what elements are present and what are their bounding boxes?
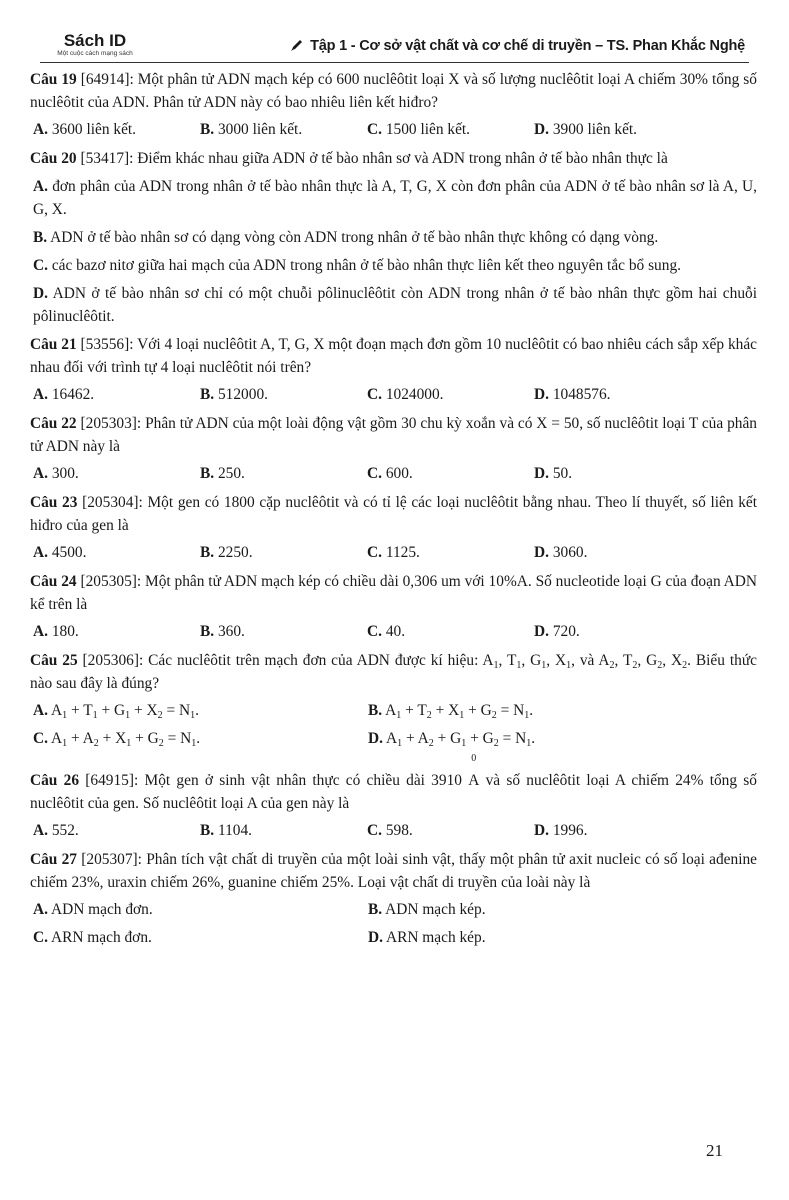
- formula-text: A: [382, 702, 397, 719]
- option-a[interactable]: A. đơn phân của ADN trong nhân ở tế bào nhân thực là A, T, G, X còn đơn phân của ADN ở tế bào nhân sơ là A, U, G, X.: [33, 178, 757, 218]
- formula-text: = N: [162, 702, 191, 719]
- subscript: 1: [461, 738, 467, 749]
- subscript: 1: [516, 660, 522, 671]
- question-label: Câu 23: [30, 494, 78, 511]
- option-d[interactable]: D. 720.: [534, 623, 580, 640]
- formula-text: = N: [496, 702, 525, 719]
- answer-options: [30, 383, 757, 406]
- formula-text: A: [382, 730, 398, 747]
- formula-text: + T: [67, 702, 93, 719]
- question-text: Câu 21 [53556]: Với 4 loại nuclêôtit A, T, G, X một đoạn mạch đơn gồm 10 nuclêôtit có bao nhiêu cách sắp xếp khác nhau đối với trình tự 4 loại nuclêôtit nói trên?: [30, 336, 757, 376]
- formula-text: + A: [402, 730, 429, 747]
- option-d[interactable]: D. 3900 liên kết.: [534, 121, 638, 138]
- formula-text: + X: [130, 702, 158, 719]
- option-c[interactable]: C. 600.: [367, 465, 413, 482]
- option-d[interactable]: D. 50.: [534, 465, 573, 482]
- option-c[interactable]: C. các bazơ nitơ giữa hai mạch của ADN trong nhân ở tế bào nhân thực liên kết theo nguyên tắc bổ sung.: [33, 257, 681, 274]
- option-b[interactable]: B. 3000 liên kết.: [200, 121, 303, 138]
- option-a[interactable]: A. 552.: [33, 822, 79, 839]
- question-text: Câu 26 [64915]: Một gen ở sinh vật nhân thực có chiều dài 3910 0 A và số nuclêôtit loại A chiếm 24% tổng số nuclêôtit của gen. Số nuclêôtit loại A của gen này là: [30, 753, 757, 812]
- subscript: 1: [62, 710, 68, 721]
- subscript: 1: [493, 660, 499, 671]
- subscript: 1: [526, 738, 532, 749]
- question-27: [30, 848, 757, 954]
- formula-text: .: [531, 730, 536, 747]
- question-text: Câu 23 [205304]: Một gen có 1800 cặp nuclêôtit và có tỉ lệ các loại nuclêôtit bằng nhau. Theo lí thuyết, số liên kết hiđro của gen là: [30, 494, 757, 534]
- page-number: 21: [706, 1141, 723, 1160]
- subscript: 1: [125, 710, 131, 721]
- option-a[interactable]: A. 3600 liên kết.: [33, 121, 137, 138]
- answer-options: [30, 541, 757, 564]
- answer-options: [30, 699, 757, 755]
- page-header: [0, 0, 789, 66]
- question-text: Câu 22 [205303]: Phân tử ADN của một loài động vật gồm 30 chu kỳ xoắn và có X = 50, số nuclêôtit loại T của phân tử ADN này là: [30, 415, 757, 455]
- answer-options: [30, 898, 757, 954]
- option-c[interactable]: C. ARN mạch đơn.: [33, 929, 152, 946]
- formula-text: + X: [431, 702, 460, 719]
- formula-text: , X: [662, 652, 683, 669]
- question-25: [30, 649, 757, 755]
- formula-text: .: [195, 702, 199, 719]
- option-a[interactable]: A. 300.: [33, 465, 79, 482]
- question-label: Câu 21: [30, 336, 77, 353]
- option-b[interactable]: B. ADN mạch kép.: [368, 901, 486, 918]
- subscript: 2: [493, 738, 499, 749]
- option-b[interactable]: B. ADN ở tế bào nhân sơ có dạng vòng còn ADN trong nhân ở tế bào nhân thực không có dạng vòng.: [33, 229, 659, 246]
- header-divider: [40, 62, 749, 63]
- subscript: 1: [126, 738, 132, 749]
- option-d[interactable]: D. 3060.: [534, 544, 588, 561]
- subscript: 1: [566, 660, 572, 671]
- question-text: Câu 20 [53417]: Điểm khác nhau giữa ADN ở tế bào nhân sơ và ADN trong nhân ở tế bào nhân thực là: [30, 150, 668, 167]
- subscript: 2: [93, 738, 99, 749]
- option-c[interactable]: C. $A_1 + A_2 + X_1 + G_2 = N_1$.: [33, 730, 201, 749]
- formula-text: A: [47, 730, 63, 747]
- question-text: Câu 24 [205305]: Một phân tử ADN mạch kép có chiều dài 0,306 um với 10%A. Số nucleotide loại G của đoạn ADN kể trên là: [30, 573, 758, 613]
- question-21: [30, 333, 757, 406]
- question-text: Câu 19 [64914]: Một phân tử ADN mạch kép có 600 nuclêôtit loại X và số lượng nuclêôtit loại A chiếm 30% tổng số nuclêôtit của ADN. Phân tử ADN này có bao nhiêu liên kết hiđro?: [30, 71, 757, 111]
- question-label: Câu 26: [30, 772, 80, 789]
- answer-options: [30, 175, 757, 328]
- formula-text: , X: [546, 652, 567, 669]
- option-a[interactable]: A. $A_1 + T_1 + G_1 + X_2 = N_1$.: [33, 702, 199, 721]
- option-b[interactable]: B. 1104.: [200, 822, 253, 839]
- formula-text: , T: [614, 652, 633, 669]
- subscript: 2: [609, 660, 615, 671]
- question-text: Câu 27 [205307]: Phân tích vật chất di truyền của một loài sinh vật, thấy một phân tử axit nucleic có số loại ađenine chiếm 23%, uraxin chiếm 26%, guanine chiếm 25%. Loại vật chất di truyền của loài này là: [30, 851, 757, 891]
- pen-icon: [290, 38, 304, 52]
- formula-text: + A: [67, 730, 94, 747]
- subscript: 2: [428, 738, 434, 749]
- formula-text: , và A: [571, 652, 610, 669]
- option-d[interactable]: D. $A_1 + A_2 + G_1 + G_2 = N_1$.: [368, 730, 536, 749]
- formula-text: + T: [401, 702, 427, 719]
- brand-tagline: Một cuộc cách mạng sách: [57, 50, 133, 57]
- formula-text: + G: [97, 702, 126, 719]
- question-label: Câu 22: [30, 415, 77, 432]
- option-b[interactable]: B. 250.: [200, 465, 245, 482]
- question-23: [30, 491, 757, 564]
- answer-options: [30, 819, 757, 842]
- subscript: 1: [92, 710, 98, 721]
- formula-text: , G: [637, 652, 658, 669]
- subscript: 1: [62, 738, 68, 749]
- formula-text: + G: [466, 730, 494, 747]
- formula-text: , G: [521, 652, 542, 669]
- question-list: [30, 68, 757, 960]
- formula-text: + G: [433, 730, 462, 747]
- question-text: [30, 649, 757, 695]
- option-d[interactable]: D. ARN mạch kép.: [368, 929, 486, 946]
- subscript: 2: [657, 660, 663, 671]
- formula-text: A: [47, 702, 63, 719]
- question-26: [30, 753, 757, 842]
- option-b[interactable]: B. 360.: [200, 623, 245, 640]
- question-20: [30, 147, 757, 328]
- subscript: 2: [426, 710, 432, 721]
- answer-options: [30, 620, 757, 643]
- question-label: Câu 19: [30, 71, 77, 88]
- question-label: Câu 24: [30, 573, 77, 590]
- option-d[interactable]: D. 1048576.: [534, 386, 611, 403]
- option-c[interactable]: C. 598.: [367, 822, 413, 839]
- option-c[interactable]: C. 40.: [367, 623, 406, 640]
- option-a[interactable]: A. 16462.: [33, 386, 95, 403]
- subscript: 1: [191, 738, 197, 749]
- option-a[interactable]: A. 4500.: [33, 544, 87, 561]
- formula-text: , T: [498, 652, 517, 669]
- formula-text: [205306]: Các nuclêôtit trên mạch đơn của ADN được kí hiệu: A: [77, 652, 494, 669]
- book-title-text: Tập 1 - Cơ sở vật chất và cơ chế di truyền – TS. Phan Khắc Nghệ: [310, 38, 745, 54]
- subscript: 2: [491, 710, 497, 721]
- subscript: 1: [541, 660, 547, 671]
- formula-text: .: [529, 702, 534, 719]
- question-label: Câu 20: [30, 150, 77, 167]
- option-b[interactable]: B. 2250.: [200, 544, 253, 561]
- option-a[interactable]: A. 180.: [33, 623, 79, 640]
- formula-text: = N: [498, 730, 527, 747]
- brand-name: Sách ID: [63, 31, 127, 50]
- subscript: 1: [190, 710, 196, 721]
- formula-text: . Biểu thức nào sau đây là đúng?: [30, 652, 757, 692]
- option-b[interactable]: B. 512000.: [200, 386, 268, 403]
- subscript: 2: [158, 738, 164, 749]
- brand-logo: [40, 32, 150, 58]
- formula-text: = N: [163, 730, 192, 747]
- option-d[interactable]: D. 1996.: [534, 822, 588, 839]
- option-a[interactable]: A. ADN mạch đơn.: [33, 901, 153, 918]
- answer-options: [30, 462, 757, 485]
- subscript: 2: [682, 660, 688, 671]
- book-title: [290, 38, 745, 54]
- question-22: [30, 412, 757, 485]
- formula-text: .: [196, 730, 201, 747]
- subscript: 1: [524, 710, 530, 721]
- option-d[interactable]: D. ADN ở tế bào nhân sơ chỉ có một chuỗi pôlinuclêôtit còn ADN trong nhân ở tế bào nhân thực gồm hai chuỗi pôlinuclêôtit.: [33, 285, 757, 325]
- angstrom-unit: 0 A: [468, 753, 480, 789]
- option-b[interactable]: B. $A_1 + T_2 + X_1 + G_2 = N_1$.: [368, 702, 534, 721]
- subscript: 1: [396, 710, 402, 721]
- option-c[interactable]: C. 1125.: [367, 544, 420, 561]
- formula-text: + G: [464, 702, 492, 719]
- subscript: 1: [397, 738, 403, 749]
- question-label: Câu 25: [30, 652, 78, 669]
- subscript: 1: [459, 710, 465, 721]
- formula-text: + G: [131, 730, 159, 747]
- question-24: [30, 570, 757, 643]
- subscript: 2: [157, 710, 163, 721]
- subscript: 2: [632, 660, 638, 671]
- formula-text: + X: [98, 730, 127, 747]
- option-c[interactable]: C. 1500 liên kết.: [367, 121, 471, 138]
- option-c[interactable]: C. 1024000.: [367, 386, 444, 403]
- question-label: Câu 27: [30, 851, 78, 868]
- answer-options: [30, 118, 757, 141]
- question-19: [30, 68, 757, 141]
